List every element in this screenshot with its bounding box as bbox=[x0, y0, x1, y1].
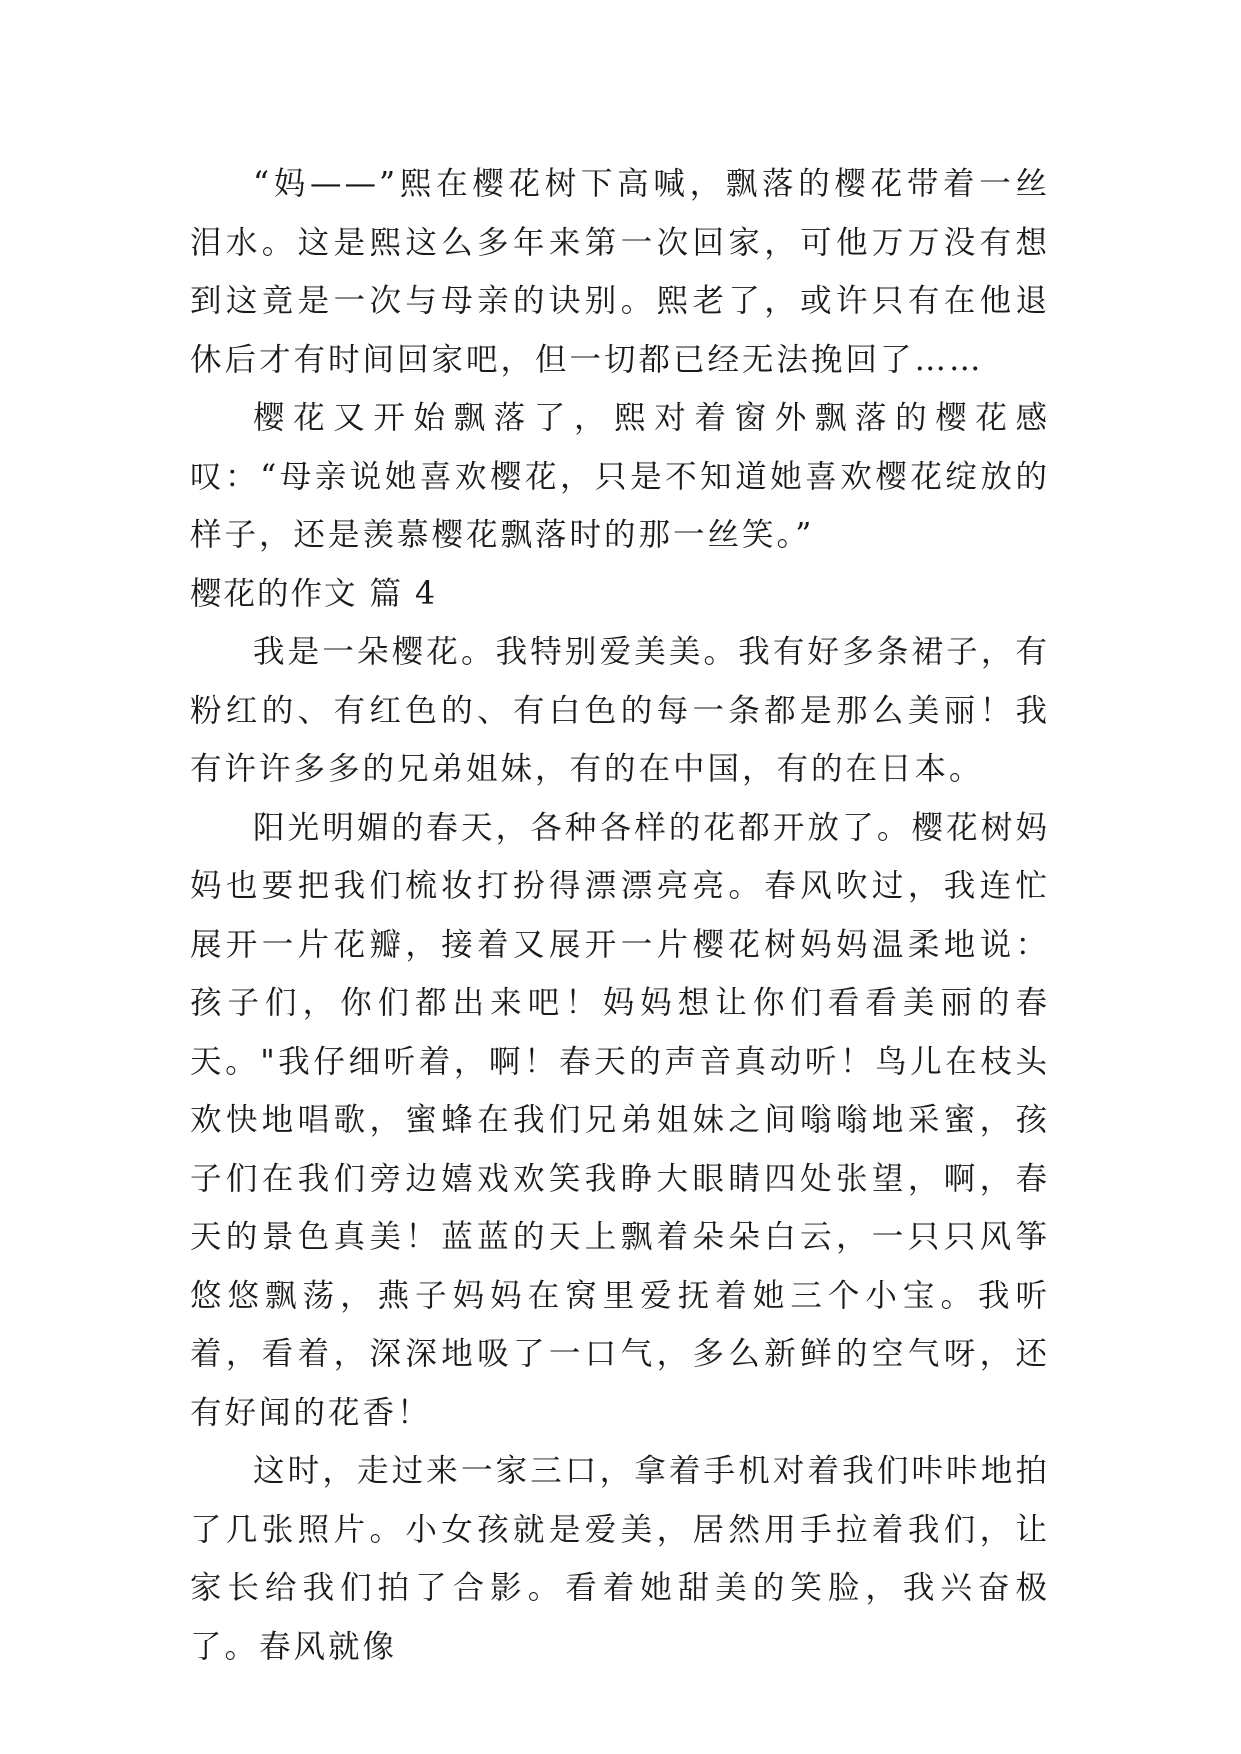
paragraph-spring: 阳光明媚的春天，各种各样的花都开放了。樱花树妈妈也要把我们梳妆打扮得漂漂亮亮。春风吹过，我连忙展开一片花瓣，接着又展开一片樱花树妈妈温柔地说：孩子们，你们都出来吧！妈妈想让你们看看美丽的春天。"我仔细听着，啊！春天的声音真动听！鸟儿在枝头欢快地唱歌，蜜蜂在我们兄弟姐妹之间嗡嗡地采蜜，孩子们在我们旁边嬉戏欢笑我睁大眼睛四处张望，啊，春天的景色真美！蓝蓝的天上飘着朵朵白云，一只只风筝悠悠飘荡，燕子妈妈在窝里爱抚着她三个小宝。我听着，看着，深深地吸了一口气，多么新鲜的空气呀，还有好闻的花香！ bbox=[190, 809, 1050, 1431]
document-body bbox=[190, 155, 1050, 1676]
paragraph-mother-farewell: “妈——”熙在樱花树下高喊，飘落的樱花带着一丝泪水。这是熙这么多年来第一次回家，可他万万没有想到这竟是一次与母亲的诀别。熙老了，或许只有在他退休后才有时间回家吧，但一切都已经无法挽回了…… bbox=[190, 166, 1050, 378]
paragraph-family-photo: 这时，走过来一家三口，拿着手机对着我们咔咔地拍了几张照片。小女孩就是爱美，居然用手拉着我们，让家长给我们拍了合影。看着她甜美的笑脸，我兴奋极了。春风就像 bbox=[190, 1453, 1050, 1665]
paragraph-sakura-sigh: 樱花又开始飘落了，熙对着窗外飘落的樱花感叹：“母亲说她喜欢樱花，只是不知道她喜欢樱花绽放的样子，还是羡慕樱花飘落时的那一丝笑。” bbox=[190, 400, 1050, 553]
paragraph-i-am-sakura: 我是一朵樱花。我特别爱美美。我有好多条裙子，有粉红的、有红色的、有白色的每一条都是那么美丽！我有许许多多的兄弟姐妹，有的在中国，有的在日本。 bbox=[190, 634, 1050, 787]
section-heading: 樱花的作文 篇 4 bbox=[190, 575, 438, 612]
